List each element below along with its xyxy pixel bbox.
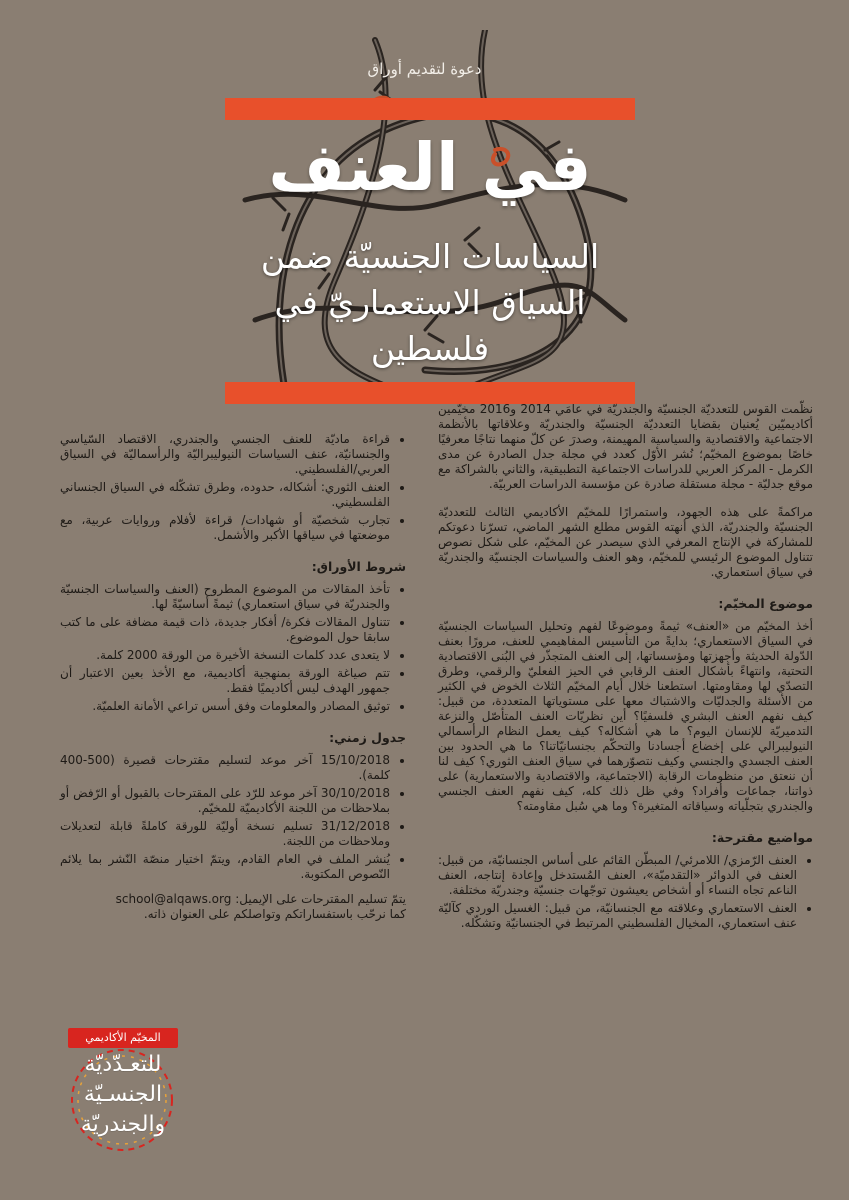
list-item: • تتناول المقالات فكرة/ أفكار جديدة، ذات قيمة مضافة على ما كتب سابقا حول الموضوع. bbox=[60, 615, 390, 645]
logo-badge: المخيّم الأكاديمي bbox=[68, 1028, 178, 1048]
schedule-heading: جدول زمني: bbox=[329, 730, 406, 745]
list-item: • توثيق المصادر والمعلومات وفق أسس تراعي الأمانة العلميّة. bbox=[60, 699, 390, 714]
contact-suffix: كما نرحّب باستفساراتكم وتواصلكم على العنوان ذاته. bbox=[143, 907, 406, 921]
theme-heading: موضوع المخيّم: bbox=[718, 596, 813, 611]
list-item: • 30/10/2018 آخر موعد للرّد على المقترحات بالقبول أو الرّفض أو بملاحظات من اللجنة الأكاديميّة للمخيّم. bbox=[60, 786, 390, 816]
list-item: • 31/12/2018 تسليم نسخة أوليّة للورقة كاملةً قابلة لتعديلات وملاحظات من اللجنة. bbox=[60, 819, 390, 849]
poster-title: في العنف bbox=[268, 129, 592, 206]
contact-paragraph bbox=[60, 892, 406, 922]
list-item: • العنف الثوري: أشكاله، حدوده، وطرق تشكّله في السياق الجنساني الفلسطيني. bbox=[60, 480, 390, 510]
topics-heading: مواضيع مقترحة: bbox=[711, 830, 813, 845]
topics-list-continued bbox=[60, 432, 406, 543]
intro-paragraph-1: نظّمت القوس للتعدديّة الجنسيّة والجندريّة في عامَي 2014 و2016 مخيّمين أكاديميّين يُعنيان بقضايا التعدديّة الجنسيّة والجندريّة وعلاقاتها بالأنظمة الاجتماعية والاقتصادية والسياسية المهيمنة، وصدرَ عن كلّ منهما نتاجًا معرفيًا خاصًا بموضوع المخيّم؛ نُشر الأوّل كعدد في مجلة جدل الصادرة عن مدى الكرمل - المركز العربي للدراسات الاجتماعية التطبيقية، والثاني بالشراكة مع موقع جدليّة - مجلة مستقلة صادرة عن مؤسسة الدراسات العربيّة. bbox=[438, 402, 814, 491]
conditions-heading: شروط الأوراق: bbox=[311, 559, 406, 574]
theme-body: أخذ المخيّم من «العنف» ثيمةً وموضوعًا لفهم وتحليل السياسات الجنسيّة في السياق الاستعماري؛ بدايةً من التأسيس المفاهيمي للعنف، مرورًا بعنف الدّولة الحديثة وأجهزتها ومؤسساتها، إلى العنف المتجذّر في البُنى الاقتصادية التحتية، وانتهاءً بأشكال العنف الرقابي في الحيز الفعليّ والرقمي، وطرق التصدّي لها ومقاومتها. استطعنا خلال أيام المخيّم الثلاث الخوض في الكثير من الأسئلة والجدليّات والاشتباك معها على مستوياتها المتعددة، من قبيل: كيف نفهم العنف البشري فلسفيًا؟ أين نظريّات العنف المتأصّل والنزعة التدميريّة للإنسان اليوم؟ ما هي أشكاله؟ كيف يعمل النظام الرأسمالي النيوليبرالي على إخضاع أجسادنا والتحكّم بجنسانيّاتنا؟ ما هي الحدود بين العنف الجسدي والجنسي وكيف نتصوّرهما في سياق العنف الثوري؟ كيف لنا أن ننعتق من منظومات الرقابة (الاجتماعية، والاقتصادية والاستعمارية) على ذواتنا، جماعات وأفراد؟ وفي ظل ذلك كله، كيف نفهم العنف الجنسي والجندري بتجلّياته وسياقاته المتغيرة؟ وما هي سُبل مقاومته؟ bbox=[438, 619, 813, 813]
contact-prefix: يتمّ تسليم المقترحات على الإيميل: bbox=[235, 892, 406, 906]
contact-email-link[interactable]: school@alqaws.org bbox=[115, 892, 232, 906]
logo-line-3: والجندريّة bbox=[80, 1112, 166, 1137]
topics-list bbox=[438, 853, 813, 931]
list-item: • العنف الرّمزي/ اللامرئي/ المبطّن القائم على أساس الجنسانيّة، من قبيل: العنف في الدوائر «التقدميّة»، العنف المُستدخل وإعادة إنتاجه، العنف الناعم تجاه النساء أو أشخاص يعيشون توجّهات جنسيّة وجندريّة مختلفة. bbox=[438, 853, 797, 898]
list-item: • لا يتعدى عدد كلمات النسخة الأخيرة من الورقة 2000 كلمة. bbox=[60, 648, 390, 663]
schedule-list bbox=[60, 753, 406, 882]
right-column bbox=[438, 402, 813, 939]
academic-camp-logo bbox=[62, 1028, 184, 1152]
poster-subtitle: السياسات الجنسيّة ضمن السياق الاستعماريّ في فلسطين bbox=[260, 237, 600, 368]
list-item: • قراءة ماديّة للعنف الجنسي والجندري، الاقتصاد السّياسي والجنسانيّة، عنف السياسات النيوليبراليّة والرأسماليّة في السياق العربي/الفلسطيني. bbox=[60, 432, 390, 477]
list-item: • تأخذ المقالات من الموضوع المطروح (العنف والسياسات الجنسيّة والجندريّة في سياق استعماري) ثيمةً أساسيّةً لها. bbox=[60, 582, 390, 612]
call-for-papers-kicker: دعوة لتقديم أوراق bbox=[367, 60, 482, 78]
left-column bbox=[60, 432, 406, 935]
intro-paragraph-2: مراكمةً على هذه الجهود، واستمرارًا للمخيّم الأكاديمي الثالث للتعدديّة الجنسيّة والجندريّة، الذي أنهته القوس مطلع الشهر الماضي، تسرّنا دعوتكم للمشاركة في الإنتاج المعرفي الذي سيصدر عن المخيّم، على شكل نصوص تتناول الموضوع الرئيسي للمخيّم، وهو العنف والسياسات الجنسيّة والجندريّة في سياق استعماري. bbox=[438, 505, 813, 579]
logo-line-2: الجنسـيّة bbox=[83, 1082, 163, 1107]
list-item: • تجارب شخصيّة أو شهادات/ قراءة لأفلام وروايات عربية، مع موضعتها في سياقها الأكبر والأشمل. bbox=[60, 513, 390, 543]
logo-line-1: للتعـدّديّة bbox=[84, 1052, 162, 1077]
list-item: • تتم صياغة الورقة بمنهجية أكاديمية، مع الأخذ بعين الاعتبار أن جمهور الهدف ليس أكاديميًا فقط. bbox=[60, 666, 390, 696]
conditions-list bbox=[60, 582, 406, 714]
list-item: • العنف الاستعماري وعلاقته مع الجنسانيّة، من قبيل: الغسيل الوردي كآليّة عنف استعماري، المخيال الفلسطيني المرتبط في الجنسانيّة وتشكّله. bbox=[438, 901, 797, 931]
logo-text bbox=[62, 1050, 184, 1140]
top-accent-bar bbox=[225, 98, 635, 120]
list-item: • يُنشر الملف في العام القادم، ويتمّ اختيار منصّة النّشر بما يلائم النّصوص المكتوبة. bbox=[60, 852, 390, 882]
bottom-accent-bar bbox=[225, 382, 635, 404]
list-item: • 15/10/2018 آخر موعد لتسليم مقترحات قصيرة (500-400 كلمة). bbox=[60, 753, 390, 783]
